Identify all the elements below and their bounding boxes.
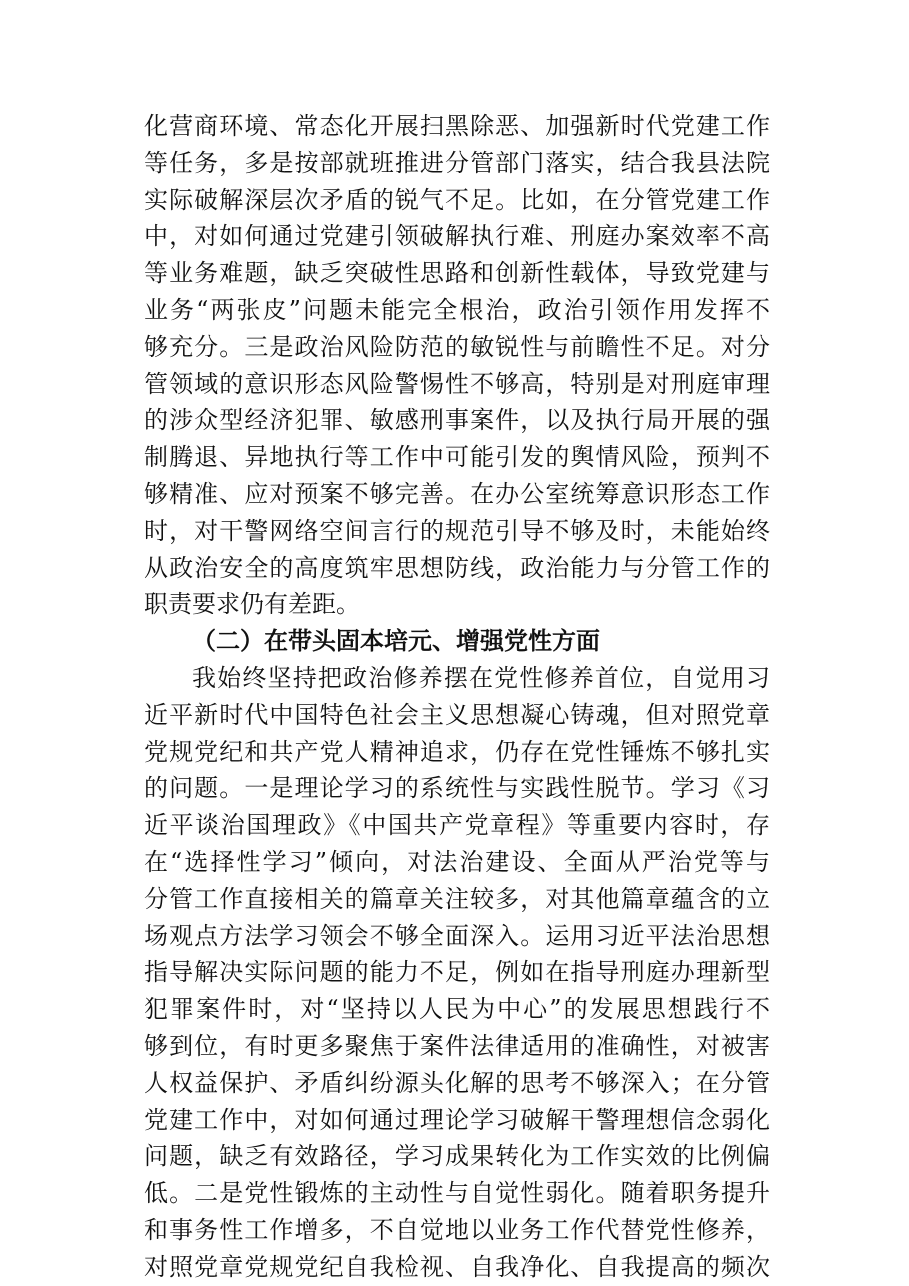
paragraph-line: 管领域的意识形态风险警惕性不够高，特别是对刑庭审理 (144, 369, 770, 398)
paragraph-line: 够精准、应对预案不够完善。在办公室统筹意识形态工作 (144, 479, 770, 508)
paragraph-line: 近平新时代中国特色社会主义思想凝心铸魂，但对照党章 (144, 700, 770, 729)
paragraph-line: 对照党章党规党纪自我检视、自我净化、自我提高的频次 (144, 1252, 770, 1281)
paragraph-line: 低。二是党性锻炼的主动性与自觉性弱化。随着职务提升 (144, 1179, 770, 1208)
paragraph-line: 问题，缺乏有效路径，学习成果转化为工作实效的比例偏 (144, 1142, 770, 1171)
paragraph-line: 场观点方法学习领会不够全面深入。运用习近平法治思想 (144, 921, 770, 950)
paragraph-line: 犯罪案件时，对“坚持以人民为中心”的发展思想践行不 (144, 995, 770, 1024)
paragraph-line: 时，对干警网络空间言行的规范引导不够及时，未能始终 (144, 516, 770, 545)
paragraph-line: 够充分。三是政治风险防范的敏锐性与前瞻性不足。对分 (144, 332, 770, 361)
paragraph-line: 的涉众型经济犯罪、敏感刑事案件，以及执行局开展的强 (144, 406, 770, 435)
paragraph-line: 党建工作中，对如何通过理论学习破解干警理想信念弱化 (144, 1105, 770, 1134)
paragraph-line: 和事务性工作增多，不自觉地以业务工作代替党性修养， (144, 1215, 770, 1244)
paragraph-line: 从政治安全的高度筑牢思想防线，政治能力与分管工作的 (144, 553, 770, 582)
paragraph-line: 的问题。一是理论学习的系统性与实践性脱节。学习《习 (144, 774, 770, 803)
section-heading: （二）在带头固本培元、增强党性方面 (192, 627, 600, 656)
paragraph-line: 中，对如何通过党建引领破解执行难、刑庭办案效率不高 (144, 222, 770, 251)
paragraph-line: 等任务，多是按部就班推进分管部门落实，结合我县法院 (144, 148, 770, 177)
document-body (144, 108, 770, 1286)
paragraph-line: 分管工作直接相关的篇章关注较多，对其他篇章蕴含的立 (144, 884, 770, 913)
paragraph-line: 在“选择性学习”倾向，对法治建设、全面从严治党等与 (144, 847, 770, 876)
paragraph-line: 化营商环境、常态化开展扫黑除恶、加强新时代党建工作 (144, 112, 770, 140)
paragraph-line: 职责要求仍有差距。 (144, 590, 360, 619)
paragraph-line: 实际破解深层次矛盾的锐气不足。比如，在分管党建工作 (144, 185, 770, 214)
paragraph-line: 指导解决实际问题的能力不足，例如在指导刑庭办理新型 (144, 958, 770, 987)
paragraph-line: 人权益保护、矛盾纠纷源头化解的思考不够深入；在分管 (144, 1068, 770, 1097)
paragraph-line: 制腾退、异地执行等工作中可能引发的舆情风险，预判不 (144, 443, 770, 472)
paragraph-line: 近平谈治国理政》《中国共产党章程》等重要内容时，存 (144, 811, 770, 840)
paragraph-line: 我始终坚持把政治修养摆在党性修养首位，自觉用习 (192, 663, 770, 692)
paragraph-line: 党规党纪和共产党人精神追求，仍存在党性锤炼不够扎实 (144, 737, 770, 766)
paragraph-line: 业务“两张皮”问题未能完全根治，政治引领作用发挥不 (144, 295, 770, 324)
paragraph-line: 等业务难题，缺乏突破性思路和创新性载体，导致党建与 (144, 259, 770, 288)
paragraph-line: 够到位，有时更多聚焦于案件法律适用的准确性，对被害 (144, 1031, 770, 1060)
